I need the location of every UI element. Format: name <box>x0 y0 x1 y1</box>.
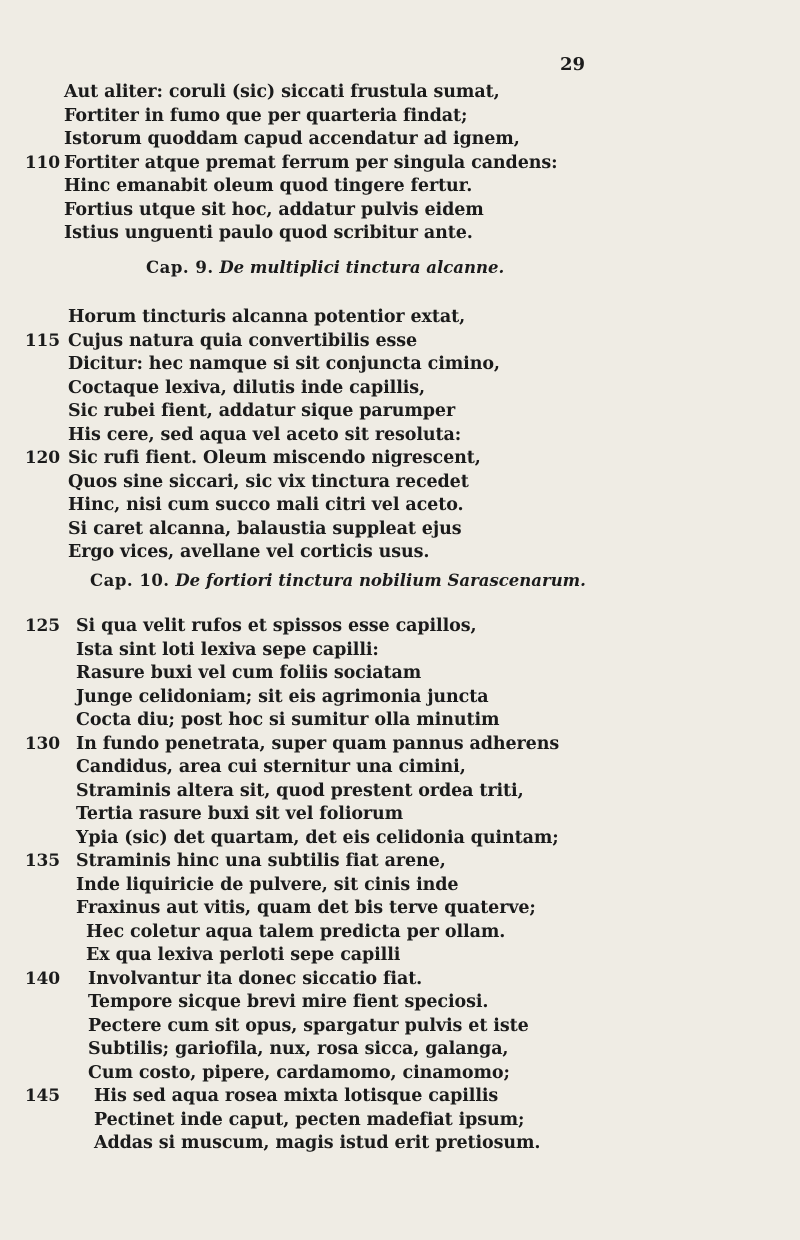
verse-line <box>0 424 800 448</box>
verse-line <box>0 944 800 968</box>
verse-text: Si qua velit rufos et spissos esse capillos, <box>76 616 477 636</box>
verse-text: Straminis hinc una subtilis fiat arene, <box>76 851 446 871</box>
line-number: 120 <box>24 448 60 468</box>
verse-text: Cocta diu; post hoc si sumitur olla minutim <box>76 710 500 730</box>
verse-line <box>0 1062 800 1086</box>
verse-text: Ergo vices, avellane vel corticis usus. <box>68 542 430 562</box>
verse-text: Hinc, nisi cum succo mali citri vel aceto. <box>68 495 464 515</box>
verse-line <box>0 780 800 804</box>
verse-line <box>0 756 800 780</box>
verse-line <box>0 447 800 471</box>
verse-text: Pectere cum sit opus, spargatur pulvis et iste <box>88 1015 529 1036</box>
verse-text: Cum costo, pipere, cardamomo, cinamomo; <box>88 1062 510 1083</box>
verse-line <box>0 686 800 710</box>
verse-text: Istius unguenti paulo quod scribitur ante. <box>64 223 473 243</box>
verse-line <box>0 175 800 199</box>
verse-line <box>0 353 800 377</box>
verse-line <box>0 105 800 129</box>
verse-line <box>0 81 800 105</box>
verse-line <box>0 639 800 663</box>
line-number: 130 <box>24 733 60 754</box>
verse-line <box>0 662 800 686</box>
verse-line <box>0 615 800 639</box>
verse-line <box>0 968 800 992</box>
verse-line <box>0 803 800 827</box>
verse-line <box>0 128 800 152</box>
verse-line <box>0 306 800 330</box>
verse-line <box>0 733 800 757</box>
verse-line <box>0 709 800 733</box>
verse-text: Coctaque lexiva, dilutis inde capillis, <box>68 377 426 398</box>
chapter-heading-9 <box>146 258 504 277</box>
verse-line <box>0 377 800 401</box>
verse-text: Ex qua lexiva perloti sepe capilli <box>86 945 401 965</box>
verse-block-intro <box>0 81 800 246</box>
verse-text: Fraxinus aut vitis, quam det bis terve quaterve; <box>76 898 536 918</box>
chapter-heading-10 <box>90 571 586 590</box>
verse-text: Fortius utque sit hoc, addatur pulvis eidem <box>64 199 484 220</box>
line-number: 145 <box>24 1086 60 1106</box>
verse-line <box>0 330 800 354</box>
verse-text: Straminis altera sit, quod prestent ordea triti, <box>76 780 524 801</box>
verse-line <box>0 1132 800 1156</box>
verse-block-chapter-10 <box>0 615 800 1156</box>
verse-text: His cere, sed aqua vel aceto sit resoluta: <box>68 424 462 445</box>
verse-text: Fortiter in fumo que per quarteria findat; <box>64 105 468 126</box>
verse-text: Tempore sicque brevi mire fient speciosi. <box>88 992 489 1012</box>
line-number: 115 <box>24 330 60 351</box>
chapter-number: Cap. 10. <box>90 571 170 590</box>
verse-text: Addas si muscum, magis istud erit pretiosum. <box>94 1133 541 1153</box>
verse-text: Sic rufi fient. Oleum miscendo nigrescent, <box>68 448 481 468</box>
verse-line <box>0 874 800 898</box>
verse-line <box>0 1085 800 1109</box>
verse-text: Aut aliter: coruli (sic) siccati frustula sumat, <box>64 82 500 102</box>
verse-text: Subtilis; gariofila, nux, rosa sicca, galanga, <box>88 1039 509 1059</box>
verse-text: Pectinet inde caput, pecten madefiat ipsum; <box>94 1109 525 1130</box>
verse-text: Junge celidoniam; sit eis agrimonia juncta <box>76 686 489 707</box>
line-number: 140 <box>24 968 60 989</box>
verse-text: Horum tincturis alcanna potentior extat, <box>68 307 466 327</box>
verse-line <box>0 152 800 176</box>
verse-line <box>0 1015 800 1039</box>
verse-text: Si caret alcanna, balaustia suppleat ejus <box>68 518 462 539</box>
verse-line <box>0 494 800 518</box>
verse-line <box>0 897 800 921</box>
chapter-title: De multiplici tinctura alcanne. <box>219 258 505 277</box>
verse-line <box>0 199 800 223</box>
verse-text: Tertia rasure buxi sit vel foliorum <box>76 804 404 824</box>
verse-text: His sed aqua rosea mixta lotisque capillis <box>94 1086 499 1106</box>
verse-line <box>0 1038 800 1062</box>
verse-block-chapter-9 <box>0 306 800 565</box>
verse-line <box>0 850 800 874</box>
verse-text: Involvantur ita donec siccatio fiat. <box>88 968 423 989</box>
verse-text: Rasure buxi vel cum foliis sociatam <box>76 663 422 683</box>
line-number: 110 <box>24 152 60 173</box>
verse-line <box>0 991 800 1015</box>
verse-text: Candidus, area cui sternitur una cimini, <box>76 757 466 777</box>
verse-text: Inde liquiricie de pulvere, sit cinis inde <box>76 874 459 895</box>
verse-line <box>0 541 800 565</box>
verse-text: Sic rubei fient, addatur sique parumper <box>68 401 456 421</box>
chapter-title: De fortiori tinctura nobilium Sarascenarum. <box>175 571 586 590</box>
verse-line <box>0 518 800 542</box>
page-number: 29 <box>560 54 586 75</box>
verse-text: Ista sint loti lexiva sepe capilli: <box>76 639 379 660</box>
verse-text: Istorum quoddam capud accendatur ad ignem, <box>64 129 520 149</box>
verse-line <box>0 827 800 851</box>
line-number: 125 <box>24 616 60 636</box>
verse-text: Cujus natura quia convertibilis esse <box>68 330 418 351</box>
chapter-number: Cap. 9. <box>146 258 214 277</box>
verse-text: Hinc emanabit oleum quod tingere fertur. <box>64 176 473 196</box>
verse-text: Dicitur: hec namque si sit conjuncta cimino, <box>68 354 500 374</box>
verse-line <box>0 921 800 945</box>
verse-text: Fortiter atque premat ferrum per singula candens: <box>64 152 558 173</box>
line-number: 135 <box>24 851 60 871</box>
verse-text: In fundo penetrata, super quam pannus adherens <box>76 733 560 754</box>
verse-line <box>0 222 800 246</box>
verse-text: Hec coletur aqua talem predicta per ollam. <box>86 921 506 942</box>
verse-text: Ypia (sic) det quartam, det eis celidonia quintam; <box>76 827 559 848</box>
verse-line <box>0 1109 800 1133</box>
verse-line <box>0 471 800 495</box>
verse-text: Quos sine siccari, sic vix tinctura recedet <box>68 471 469 492</box>
verse-line <box>0 400 800 424</box>
